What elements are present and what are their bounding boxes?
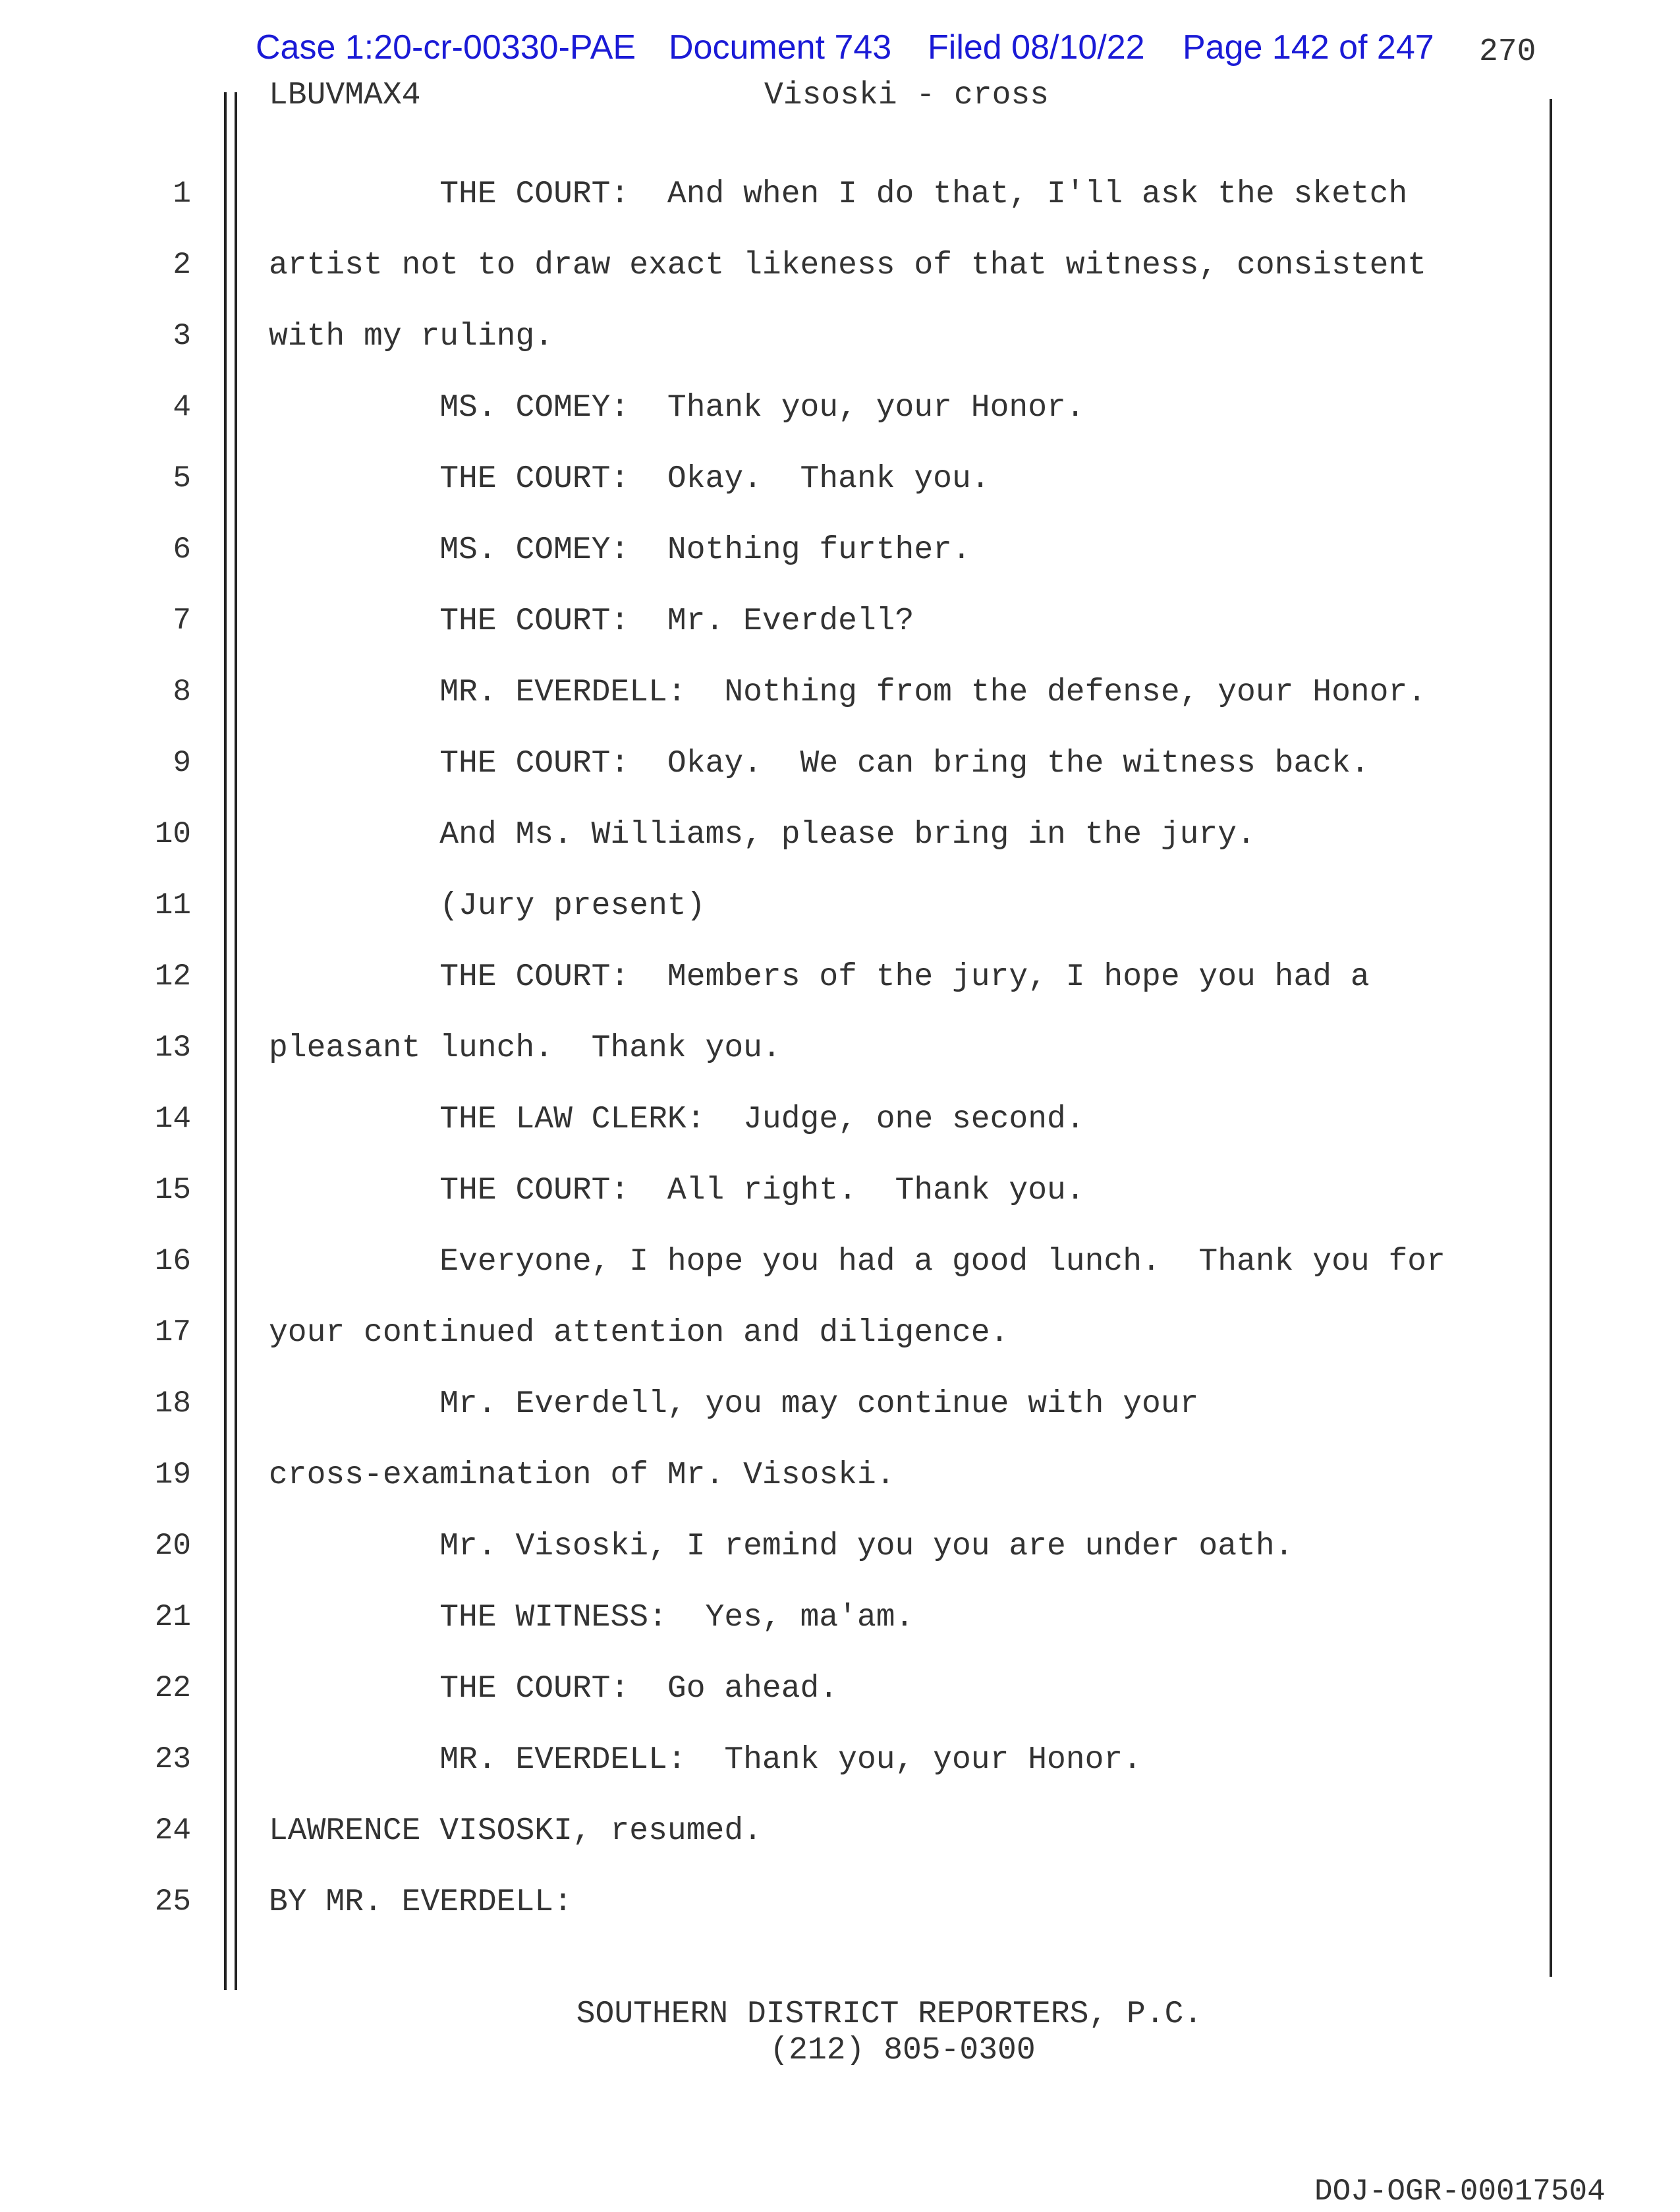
transcript-line: cross-examination of Mr. Visoski.	[269, 1458, 895, 1493]
line-number: 4	[173, 390, 191, 424]
line-number: 23	[154, 1742, 191, 1776]
line-number: 18	[154, 1386, 191, 1421]
line-number: 24	[154, 1813, 191, 1848]
line-number: 14	[154, 1102, 191, 1136]
line-number: 10	[154, 817, 191, 851]
transcript-line: THE COURT: And when I do that, I'll ask the sketch	[269, 177, 1408, 212]
line-number: 13	[154, 1031, 191, 1065]
line-number: 9	[173, 746, 191, 780]
header-title: Visoski - cross	[764, 78, 1050, 113]
line-number: 20	[154, 1529, 191, 1563]
transcript-line: Mr. Visoski, I remind you you are under oath.	[269, 1529, 1294, 1564]
document-number-stamp: Document 743	[669, 28, 892, 67]
transcript-line: MR. EVERDELL: Nothing from the defense, your Honor.	[269, 675, 1427, 710]
transcript-line: your continued attention and diligence.	[269, 1315, 1009, 1351]
left-margin-rule-outer	[224, 92, 227, 1990]
reporter-name: SOUTHERN DISTRICT REPORTERS, P.C.	[576, 1997, 1203, 2032]
transcript-line: THE COURT: Okay. Thank you.	[269, 461, 990, 497]
transcript-line: THE COURT: Members of the jury, I hope you had a	[269, 959, 1370, 995]
line-number: 2	[173, 248, 191, 282]
transcript-line: THE COURT: Okay. We can bring the witness back.	[269, 746, 1370, 781]
transcript-line: artist not to draw exact likeness of that witness, consistent	[269, 248, 1427, 283]
line-number: 3	[173, 319, 191, 353]
line-number: 1	[173, 177, 191, 211]
bates-number: DOJ-OGR-00017504	[1314, 2174, 1606, 2209]
transcript-line: with my ruling.	[269, 319, 554, 354]
right-margin-rule	[1550, 99, 1552, 1977]
transcript-line: MS. COMEY: Thank you, your Honor.	[269, 390, 1085, 426]
filed-date-stamp: Filed 08/10/22	[928, 28, 1145, 67]
line-number: 11	[154, 888, 191, 922]
transcript-line: pleasant lunch. Thank you.	[269, 1031, 781, 1066]
line-number: 5	[173, 461, 191, 496]
transcript-line: And Ms. Williams, please bring in the jury.	[269, 817, 1256, 853]
transcript-line: THE COURT: Mr. Everdell?	[269, 604, 914, 639]
case-number-stamp: Case 1:20-cr-00330-PAE	[256, 28, 636, 67]
line-number: 22	[154, 1671, 191, 1705]
transcript-line: (Jury present)	[269, 888, 706, 924]
page-of-stamp: Page 142 of 247	[1183, 28, 1434, 67]
line-number: 21	[154, 1600, 191, 1634]
left-margin-rule-inner	[235, 92, 237, 1990]
transcript-line: THE COURT: Go ahead.	[269, 1671, 839, 1707]
transcript-line: Mr. Everdell, you may continue with your	[269, 1386, 1199, 1422]
transcript-line: BY MR. EVERDELL:	[269, 1885, 573, 1920]
line-number: 12	[154, 959, 191, 994]
reporter-phone: (212) 805-0300	[770, 2033, 1036, 2068]
line-number: 17	[154, 1315, 191, 1349]
transcript-page-number: 270	[1479, 34, 1536, 70]
line-number: 7	[173, 604, 191, 638]
line-number: 19	[154, 1458, 191, 1492]
transcript-line: MR. EVERDELL: Thank you, your Honor.	[269, 1742, 1142, 1778]
header-code: LBUVMAX4	[269, 78, 421, 113]
transcript-line: THE LAW CLERK: Judge, one second.	[269, 1102, 1085, 1137]
transcript-line: THE WITNESS: Yes, ma'am.	[269, 1600, 914, 1635]
line-number: 8	[173, 675, 191, 709]
transcript-line: THE COURT: All right. Thank you.	[269, 1173, 1085, 1208]
line-number: 25	[154, 1885, 191, 1919]
line-number: 6	[173, 532, 191, 567]
line-number: 16	[154, 1244, 191, 1278]
line-number: 15	[154, 1173, 191, 1207]
transcript-line: MS. COMEY: Nothing further.	[269, 532, 971, 568]
transcript-line: Everyone, I hope you had a good lunch. Thank you for	[269, 1244, 1445, 1280]
transcript-line: LAWRENCE VISOSKI, resumed.	[269, 1813, 762, 1849]
